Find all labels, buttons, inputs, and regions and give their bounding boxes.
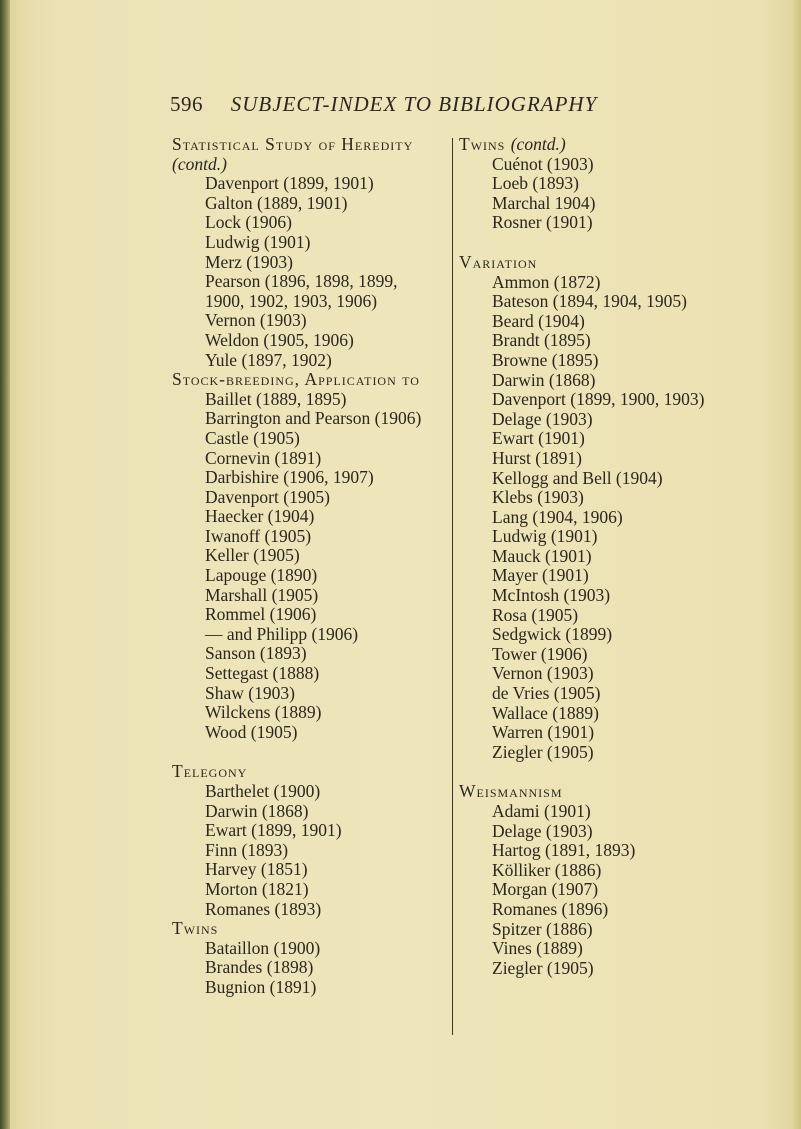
index-entry: Hurst (1891): [492, 447, 582, 468]
index-entry: Sedgwick (1899): [492, 624, 613, 645]
index-entry: Ziegler (1905): [492, 957, 594, 978]
index-entry: Galton (1889, 1901): [205, 192, 348, 213]
index-entry: Delage (1903): [492, 408, 593, 429]
index-entry: Romanes (1893): [205, 898, 322, 919]
index-entry: Ziegler (1905): [492, 741, 594, 762]
index-entry: Shaw (1903): [205, 682, 295, 703]
index-entry: Brandes (1898): [205, 957, 314, 978]
index-entry: Davenport (1899, 1900, 1903): [492, 389, 705, 410]
index-entry: Cornevin (1891): [205, 447, 322, 468]
index-entry: Keller (1905): [205, 545, 300, 566]
index-entry: Iwanoff (1905): [205, 525, 312, 546]
index-entry: Klebs (1903): [492, 487, 584, 508]
index-entry: Loeb (1893): [492, 173, 579, 194]
index-entry: Kölliker (1886): [492, 859, 602, 880]
index-entry: Bateson (1894, 1904, 1905): [492, 291, 687, 312]
index-entry: Barthelet (1900): [205, 781, 321, 801]
section-heading-variation: Variation: [459, 251, 538, 272]
section-heading-weismannism: Weismannism: [459, 781, 563, 802]
running-header: [170, 92, 597, 117]
index-entry: Mauck (1901): [492, 545, 592, 566]
index-entry: Bataillon (1900): [205, 937, 321, 958]
index-entry: Kellogg and Bell (1904): [492, 467, 663, 488]
index-entry: Morgan (1907): [492, 879, 599, 900]
column-divider: [452, 138, 453, 1035]
index-entry: Vernon (1903): [492, 663, 594, 684]
section-gap: [459, 233, 789, 253]
index-entry: Davenport (1905): [205, 486, 330, 507]
index-entry: Finn (1893): [205, 839, 289, 860]
index-entry: Marshall (1905): [205, 584, 319, 605]
page-title: SUBJECT-INDEX TO BIBLIOGRAPHY: [230, 92, 598, 116]
index-entry: Rosa (1905): [492, 604, 579, 625]
index-entry: Weldon (1905, 1906): [205, 329, 354, 350]
index-entry: Pearson (1896, 1898, 1899,: [205, 271, 398, 292]
section-gap: [172, 742, 452, 762]
index-entry: Bugnion (1891): [205, 976, 317, 997]
index-entry: Merz (1903): [205, 251, 293, 272]
contd-note: (contd.): [172, 153, 227, 174]
index-entry: Ewart (1901): [492, 428, 585, 449]
index-entry: Cuénot (1903): [492, 153, 594, 174]
index-entry: Rommel (1906): [205, 604, 317, 625]
index-entry: Wallace (1889): [492, 702, 599, 723]
index-entry: Barrington and Pearson (1906): [205, 408, 422, 429]
section-heading-telegony: Telegony: [172, 761, 248, 782]
index-entry: Lapouge (1890): [205, 565, 318, 586]
index-entry: Rosner (1901): [492, 212, 593, 233]
index-entry: Wilckens (1889): [205, 702, 322, 723]
index-entry: 1900, 1902, 1903, 1906): [205, 290, 378, 311]
index-entry: Vines (1889): [492, 938, 583, 959]
index-entry: Romanes (1896): [492, 898, 609, 919]
index-entry: Warren (1901): [492, 722, 595, 743]
index-entry: Darwin (1868): [205, 800, 309, 821]
index-entry: Ludwig (1901): [205, 231, 311, 252]
index-entry: Baillet (1889, 1895): [205, 388, 347, 409]
index-entry: Sanson (1893): [205, 643, 307, 664]
index-entry: Castle (1905): [205, 427, 300, 448]
section-heading-statistical: Statistical Study of Heredity: [172, 134, 414, 154]
index-entry: Morton (1821): [205, 878, 309, 899]
index-entry: Marchal 1904): [492, 192, 596, 213]
index-entry: Adami (1901): [492, 801, 591, 821]
index-entry: Spitzer (1886): [492, 918, 593, 939]
page-number: 596: [170, 92, 203, 116]
index-entry: Ludwig (1901): [492, 526, 598, 547]
index-entry: Yule (1897, 1902): [205, 349, 332, 370]
page-edge-right: [793, 0, 801, 1129]
section-heading-stock-breeding: Stock-breeding, Application to: [172, 369, 420, 390]
index-entry: Mayer (1901): [492, 565, 589, 586]
index-entry: McIntosh (1903): [492, 585, 611, 606]
index-entry: Vernon (1903): [205, 310, 307, 331]
index-entry: Harvey (1851): [205, 859, 308, 880]
index-entry: Wood (1905): [205, 721, 298, 742]
section-heading-twins-contd: [459, 135, 789, 155]
index-entry: Hartog (1891, 1893): [492, 840, 636, 861]
index-entry: Browne (1895): [492, 349, 599, 370]
index-entry: — and Philipp (1906): [205, 623, 359, 644]
index-entry: Tower (1906): [492, 643, 588, 664]
index-entry: Darwin (1868): [492, 369, 596, 390]
index-entry: Lock (1906): [205, 212, 292, 233]
left-column: [172, 135, 452, 998]
index-entry: Beard (1904): [492, 310, 585, 331]
index-entry: Ewart (1899, 1901): [205, 820, 342, 841]
right-column: [459, 135, 789, 978]
index-entry: de Vries (1905): [492, 683, 601, 704]
index-entry: Ammon (1872): [492, 271, 601, 292]
index-entry: Haecker (1904): [205, 506, 315, 527]
section-gap: [459, 762, 789, 782]
index-entry: Darbishire (1906, 1907): [205, 467, 374, 488]
section-heading-twins: Twins: [172, 918, 219, 939]
index-entry: Lang (1904, 1906): [492, 506, 623, 527]
heading-text: Twins: [459, 134, 506, 154]
index-entry: Davenport (1899, 1901): [205, 173, 374, 194]
index-entry: Delage (1903): [492, 820, 593, 841]
page-edge-left: [0, 0, 10, 1129]
index-entry: Brandt (1895): [492, 330, 591, 351]
contd-note: (contd.): [510, 134, 566, 154]
index-entry: Settegast (1888): [205, 663, 320, 684]
